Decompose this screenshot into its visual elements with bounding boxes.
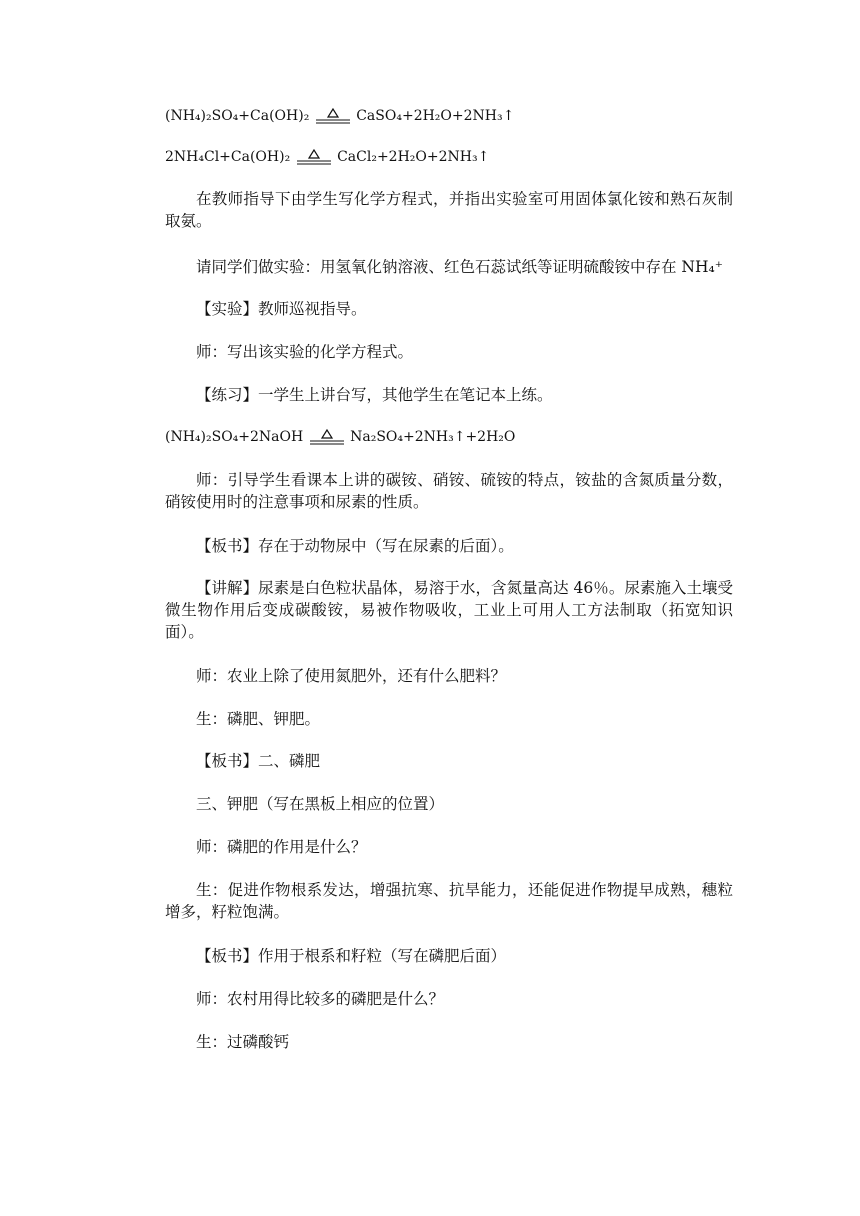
- paragraph: 【板书】作用于根系和籽粒（写在磷肥后面）: [196, 947, 507, 965]
- paragraph: 请同学们做实验：用氢氧化钠溶液、红色石蕊试纸等证明硫酸铵中存在 NH₄⁺: [196, 258, 723, 276]
- heat-condition-icon: [295, 147, 333, 167]
- paragraph: 【实验】教师巡视指导。: [196, 300, 367, 318]
- paragraph: 【板书】二、磷肥: [196, 752, 321, 770]
- paragraph: 师：引导学生看课本上讲的碳铵、硝铵、硫铵的特点，铵盐的含氮质量分数，硝铵使用时的注意事项和尿素的性质。: [165, 471, 733, 511]
- equation-3-reactants: (NH₄)₂SO₄+2NaOH: [165, 429, 304, 445]
- equation-3-products: Na₂SO₄+2NH₃↑+2H₂O: [350, 429, 516, 445]
- paragraph: 生：磷肥、钾肥。: [196, 710, 321, 728]
- equation-2-products: CaCl₂+2H₂O+2NH₃↑: [337, 149, 490, 165]
- paragraph: 师：农村用得比较多的磷肥是什么？: [196, 990, 445, 1008]
- paragraph: 生：过磷酸钙: [196, 1033, 290, 1051]
- paragraph: 师：农业上除了使用氮肥外，还有什么肥料？: [196, 667, 507, 685]
- equation-2-reactants: 2NH₄Cl+Ca(OH)₂: [165, 149, 291, 165]
- paragraph: 师：磷肥的作用是什么？: [196, 838, 367, 856]
- paragraph: 【板书】存在于动物尿中（写在尿素的后面）。: [196, 537, 514, 555]
- paragraph: 生：促进作物根系发达，增强抗寒、抗旱能力，还能促进作物提早成熟，穗粒增多，籽粒饱满。: [165, 881, 733, 921]
- equation-1-reactants: (NH₄)₂SO₄+Ca(OH)₂: [165, 108, 310, 124]
- paragraph: 【练习】一学生上讲台写，其他学生在笔记本上练。: [196, 386, 553, 404]
- paragraph: 三、钾肥（写在黑板上相应的位置）: [196, 795, 445, 813]
- equation-1-products: CaSO₄+2H₂O+2NH₃↑: [356, 108, 515, 124]
- equation-3: [165, 427, 515, 447]
- equation-1: [165, 106, 514, 126]
- paragraph: 师：写出该实验的化学方程式。: [196, 343, 414, 361]
- equation-2: [165, 147, 489, 167]
- heat-condition-icon: [308, 427, 346, 447]
- paragraph: 【讲解】尿素是白色粒状晶体，易溶于水，含氮量高达 46％。尿素施入土壤受微生物作用后变成碳酸铵，易被作物吸收，工业上可用人工方法制取（拓宽知识面）。: [165, 579, 733, 641]
- paragraph: 在教师指导下由学生写化学方程式，并指出实验室可用固体氯化铵和熟石灰制取氨。: [165, 190, 733, 230]
- heat-condition-icon: [314, 106, 352, 126]
